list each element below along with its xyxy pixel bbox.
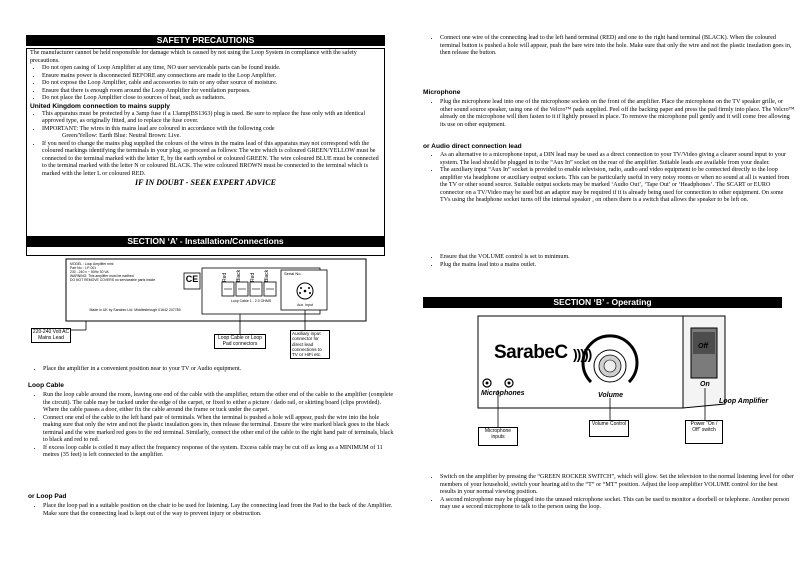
safety-item: • Do not open casing of Loop Amplifier at any time, NO user serviceable parts can be found inside. (42, 65, 381, 73)
section-b-heading: SECTION ‘B’ - Operating (423, 297, 782, 308)
loop-pad-cont-list (428, 35, 795, 58)
colour-code: Green/Yellow: Earth Blue: Neutral Brown: Live. (62, 133, 181, 139)
audio-heading: or Audio direct connection lead (423, 143, 522, 150)
loop-pad-item: • Place the loop pad in a suitable position on the chair to be used for listening. Lay the connecting lead from the Pad to the back of the Amplifier. Make sure that the connecting lead is kept out of the way to prevent injury or obstruction. (43, 503, 397, 518)
uk-heading: United Kingdom connection to mains supply (30, 102, 170, 110)
loop-amplifier-label: Loop Amplifier (719, 398, 769, 405)
loop-cable-label: Loop Cable 1 - 2.0 OHMS (230, 299, 272, 303)
rating-line: Part No. : LP-001 (70, 266, 97, 270)
audio-item: • The auxiliary input “Aux In” socket is provided to enable television, radio, audio and video equipment to be connected directly to the loop amplifier via headphone or auxiliary output sockets. This can be particularly useful in very noisy rooms or when no sound at all is wanted from the TV or other sound source. Suitable output sockets may be marked ‘Audio Out’, ‘Tape Out’ or ‘Headphones’. The SCART or EURO connector on a TV/Video may be used but an adaptor may be required if it is already being used for connection to other equipment. On some TVs using the headphone socket turns off the internal speaker , on others there is a switch that allows the speaker to be left on. (440, 167, 795, 205)
final-item: • Plug the mains lead into a mains outlet. (440, 262, 795, 270)
microphone-list (428, 99, 795, 129)
final-list (428, 254, 795, 269)
rating-label (70, 262, 180, 282)
terminal-label: Red (250, 272, 256, 282)
power-switch-callout: Power “On / Off” switch (685, 420, 723, 444)
brand-waves-icon: ))))) (573, 346, 592, 362)
loop-cable-list (31, 392, 397, 460)
safety-item: • Ensure that there is enough room around the Loop Amplifier for ventilation purposes. (42, 88, 381, 96)
operating-list (428, 474, 795, 512)
microphones-label: Microphones (481, 390, 525, 397)
safety-item: • Do not expose the Loop Amplifier, cable and accessories to rain or any other source of moisture. (42, 80, 381, 88)
mains-lead-callout: 220-240 Volt AC Mains Lead (32, 329, 70, 341)
terminal-label: Black (264, 269, 270, 282)
loop-pad-list (31, 503, 397, 518)
uk-list (30, 111, 381, 179)
place-list (31, 366, 395, 374)
uk-item: • If you need to change the mains plug supplied the colours of the wires in the mains lead of this apparatus may not correspond with the coloured markings identifying the terminals in your plug, so proceed as follows: The wire which is coloured GREEN/YELLOW must be connected to the terminal marked with the letter E, by the earth symbol or coloured GREEN. The wire coloured BLUE must be connected to the terminal marked with the letter N or coloured BLACK. The wire coloured BROWN must be connected to the terminal which is marked with the letter L or coloured RED. (42, 141, 381, 179)
loop-cable-heading: Loop Cable (28, 382, 64, 389)
rating-line: WARNING: This amplifier must be earthed (70, 274, 134, 278)
loop-cable-item: • Run the loop cable around the room, leaving one end of the cable with the amplifier, return the other end of the cable to the amplifier (complete the circuit). The cable may be tucked under the edge of the carpet, or fixed to either a picture / dado rail, or skirting board (clips provided). Where the cable passes a door, either fix the cable around the frame or tuck under the carpet. (43, 392, 397, 415)
loop-cable-item: • If excess loop cable is coiled it may affect the frequency response of the system. Excess cable may be cut off as long as a MINIMUM of 11 metres (35 feet) is left connected to the amplifier. (43, 445, 397, 460)
audio-item: • As an alternative to a microphone input, a DIN lead may be used as a direct connection to your TV/Video giving a clearer sound input to your system. The lead should be plugged in to the “Aux In” socket on the rear of the amplifier. Suitable leads are available from your dealer. (440, 152, 795, 167)
final-item: • Ensure that the VOLUME control is set to minimum. (440, 254, 795, 262)
loop-pad-cont-item: • Connect one wire of the connecting lead to the left hand terminal (RED) and one to the right hand terminal (BLACK). When the coloured terminal button is pushed a hole will appear, push the bare wire into the hole. Make sure that only the wire and not the plastic insulation goes in, then release the button. (440, 35, 795, 58)
microphone-heading: Microphone (423, 89, 461, 96)
operating-item: • A second microphone may be plugged into the unused microphone socket. This can be used to monitor a doorbell or telephone. Another person may use a second microphone to talk to the person using the loop. (440, 497, 795, 512)
on-label: On (700, 381, 710, 388)
loop-cable-item: • Connect one end of the cable to the left hand pair of terminals. When the terminal is pushed a hole will appear, push the wire into the hole making sure that only the wire and not the plastic insulation goes in, then release the terminal. Ensure the wire marked black goes to the black terminal and the wire marked red goes to the red terminal. Similarly, connect the other end of the cable to the right hand pair of terminals, black to black and red to red. (43, 415, 397, 445)
terminal-label: Black (236, 269, 242, 282)
section-a-heading: SECTION ‘A’ - Installation/Connections (26, 236, 385, 247)
loop-pad-heading: or Loop Pad (28, 493, 67, 500)
made-in-label: Made in UK by Sarabec Ltd. Middlesbrough 01642 247789 (89, 308, 181, 312)
loop-connectors-callout: Loop Cable or Loop Pad connectors (214, 334, 266, 349)
off-label: Off (698, 343, 708, 350)
microphone-item: • Plug the microphone lead into one of the microphone sockets on the front of the amplifier. Place the microphone on the TV speaker grille, or other sound source speaker, using one of the Velcro™ pads supplied. Peel off the backing paper and press the pad firmly into place. The Velcro™ already on the microphone will then fasten to it if lightly pressed in place. To remove the microphone pull gently and it will come free allowing its use on other equipment. (440, 99, 795, 129)
uk-item (42, 126, 381, 141)
rating-line: 230 - 240 v ~ 50Hz 30 VA (70, 270, 109, 274)
safety-intro: The manufacturer cannot be held responsible for damage which is caused by not using the Loop System in compliance with the safety precautions. (30, 50, 357, 64)
important-text: IMPORTANT: The wires in this mains lead are coloured in accordance with the following code (42, 125, 275, 132)
safety-list (30, 65, 381, 103)
aux-callout: Auxiliary input connector for direct lead connections to TV or HiFi etc. (290, 330, 330, 359)
operating-svg (423, 312, 782, 462)
operating-diagram (423, 312, 782, 462)
uk-item: • This apparatus must be protected by a 3amp fuse if a 13amp(BS1363) plug is used. Be sure to replace the fuse only with an identical approved type, as originally fitted, and to replace the fuse cover. (42, 111, 381, 126)
safety-item: • Ensure mains power is disconnected BEFORE any connections are made to the Loop Amplifier. (42, 73, 381, 81)
ce-mark: CE (185, 274, 199, 284)
rating-line: MODEL : Loop Amplifier mini (70, 262, 114, 266)
brand-logo: SarabeC (494, 342, 568, 363)
safety-heading: SAFETY PRECAUTIONS (26, 35, 385, 46)
aux-input-label: Aux. Input (297, 303, 313, 307)
doubt-warning: IF IN DOUBT - SEEK EXPERT ADVICE (135, 178, 276, 187)
place-item: • Place the amplifier in a convenient position near to your TV or Audio equipment. (43, 366, 395, 374)
operating-item: • Switch on the amplifier by pressing the “GREEN ROCKER SWITCH”, which will glow. Set the television to the normal listening level for other members of your household, switch your hearing aid to the “T” or “MT” position. Adjust the loop amplifier VOLUME control for the best results in your normal viewing position. (440, 474, 795, 497)
connections-diagram (26, 250, 385, 360)
mic-inputs-callout: Microphone inputs (478, 427, 518, 446)
terminal-label: Red (222, 272, 228, 282)
safety-box (26, 48, 385, 256)
serial-label: Serial No. (284, 271, 302, 276)
volume-callout: Volume Control (589, 420, 629, 437)
rating-line: DO NOT REMOVE COVERS no serviceable parts inside (70, 278, 156, 282)
volume-label: Volume (598, 392, 624, 399)
audio-list (428, 152, 795, 205)
safety-item: • Do not place the Loop Amplifier close to sources of heat, such as radiators. (42, 95, 381, 103)
